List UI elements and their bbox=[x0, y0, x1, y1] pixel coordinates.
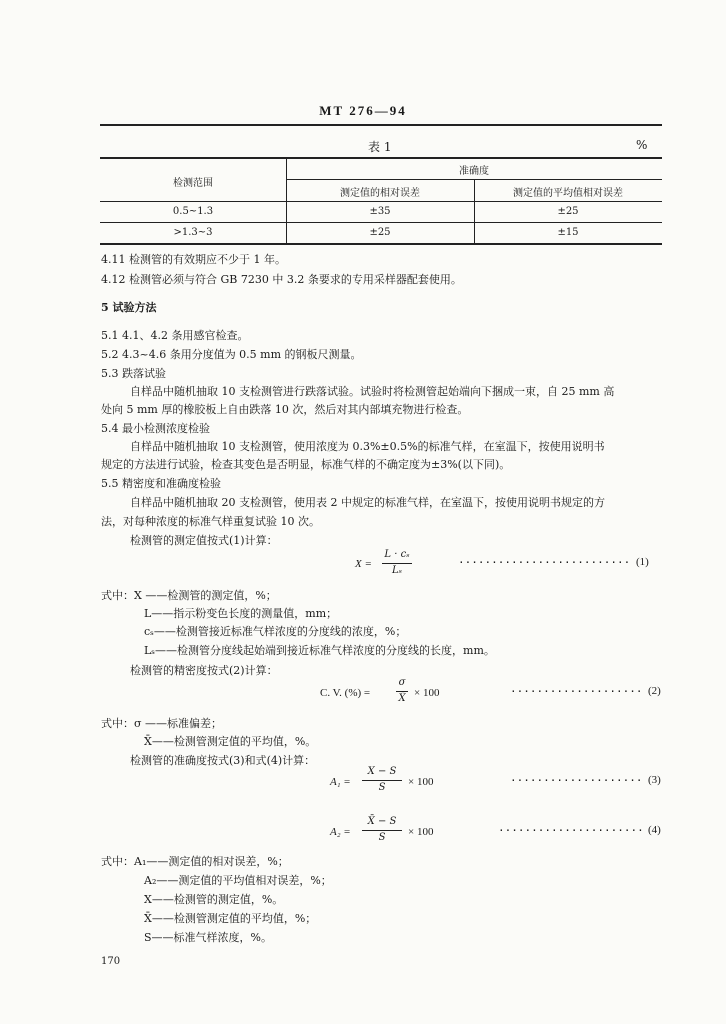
where-3-xbar: X̄——检测管测定值的平均值，%； bbox=[144, 912, 317, 925]
formula-1-numerator: L · cₛ bbox=[384, 549, 410, 560]
clause-5-3-text-2: 处向 5 mm 厚的橡胶板上自由跌落 10 次，然后对其内部填充物进行检查。 bbox=[101, 403, 469, 416]
table-unit: % bbox=[636, 138, 648, 152]
where-3-x: X——检测管的测定值，%。 bbox=[144, 893, 284, 906]
clause-5-4-heading: 5.4 最小检测浓度检验 bbox=[101, 422, 210, 435]
formula-1-fraction-bar bbox=[382, 563, 412, 564]
formula-3-rhs: × 100 bbox=[408, 776, 434, 788]
formula-1-denominator: Lₛ bbox=[391, 565, 402, 576]
formula-2-lhs: C. V. (%) = bbox=[320, 687, 371, 699]
formula-3-denominator: S bbox=[378, 782, 386, 793]
page-number: 170 bbox=[101, 956, 121, 967]
table-row-1-range: 0.5~1.3 bbox=[172, 206, 214, 217]
where-2-xbar: X̄——检测管测定值的平均值，%。 bbox=[144, 735, 317, 748]
clause-5-4-text-2: 规定的方法进行试验，检查其变色是否明显，标准气样的不确定度为±3%(以下同)。 bbox=[101, 458, 511, 471]
clause-5-5-text-1: 自样品中随机抽取 20 支检测管，使用表 2 中规定的标准气样，在室温下，按使用说明书规定的方 bbox=[130, 496, 605, 509]
clause-5-5-text-2: 法，对每种浓度的标准气样重复试验 10 次。 bbox=[101, 515, 320, 528]
table-sub-rel-error: 测定值的相对误差 bbox=[340, 188, 420, 199]
clause-5-1: 5.1 4.1、4.2 条用感官检查。 bbox=[101, 329, 249, 342]
table-top-rule bbox=[100, 157, 662, 159]
where-3-a1: 式中：A₁——测定值的相对误差，%； bbox=[101, 855, 289, 868]
accuracy-intro: 检测管的准确度按式(3)和式(4)计算： bbox=[130, 754, 316, 767]
where-1-ls: Lₛ——检测管分度线起始端到接近标准气样浓度的分度线的长度，mm。 bbox=[144, 644, 495, 657]
clause-4-11: 4.11 检测管的有效期应不少于 1 年。 bbox=[101, 253, 286, 266]
formula-3-numerator: X − S bbox=[367, 766, 397, 777]
table-row-1-rel-error: ±35 bbox=[369, 206, 391, 217]
formula-4-rhs: × 100 bbox=[408, 826, 434, 838]
formula-1-number: (1) bbox=[636, 556, 649, 568]
clause-5-5-text-3: 检测管的测定值按式(1)计算： bbox=[130, 534, 278, 547]
formula-2-denominator: X̄ bbox=[398, 693, 406, 704]
formula-4-number: (4) bbox=[648, 824, 661, 836]
table-sub-mean-error: 测定值的平均值相对误差 bbox=[513, 188, 623, 199]
formula-2-number: (2) bbox=[648, 685, 661, 697]
header-rule bbox=[100, 124, 662, 126]
table-row-2-mean-error: ±15 bbox=[557, 227, 579, 238]
formula-4-leader: ······················ bbox=[498, 824, 644, 837]
formula-3-lhs: A₁ = bbox=[330, 776, 351, 788]
table-header-range: 检测范围 bbox=[173, 178, 213, 189]
table-header-rule bbox=[100, 201, 662, 202]
precision-intro: 检测管的精密度按式(2)计算： bbox=[130, 664, 278, 677]
formula-4-denominator: S bbox=[378, 832, 386, 843]
table-bottom-rule bbox=[100, 243, 662, 245]
formula-3-leader: ···················· bbox=[510, 774, 643, 787]
table-row-1-mean-error: ±25 bbox=[557, 206, 579, 217]
clause-5-3-text-1: 自样品中随机抽取 10 支检测管进行跌落试验。试验时将检测管起始端向下捆成一束，自 25 mm 高 bbox=[130, 385, 615, 398]
clause-5-2: 5.2 4.3~4.6 条用分度值为 0.5 mm 的钢板尺测量。 bbox=[101, 348, 362, 361]
table-caption: 表 1 bbox=[368, 140, 392, 154]
where-1-cs: cₛ——检测管接近标准气样浓度的分度线的浓度，%； bbox=[144, 625, 407, 638]
where-3-a2: A₂——测定值的平均值相对误差，%； bbox=[144, 874, 332, 887]
clause-5-5-heading: 5.5 精密度和准确度检验 bbox=[101, 477, 221, 490]
where-1-x: 式中：X ——检测管的测定值，%； bbox=[101, 589, 277, 602]
standard-number: MT 276—94 bbox=[319, 103, 407, 118]
formula-3-number: (3) bbox=[648, 774, 661, 786]
table-header-accuracy: 准确度 bbox=[459, 166, 489, 177]
table-row-2-rel-error: ±25 bbox=[369, 227, 391, 238]
where-2-sigma: 式中：σ ——标准偏差； bbox=[101, 717, 223, 730]
formula-1-lhs: X = bbox=[355, 558, 372, 570]
formula-2-rhs: × 100 bbox=[414, 687, 440, 699]
formula-2-fraction-bar bbox=[396, 691, 408, 692]
table-row-rule bbox=[100, 222, 662, 223]
clause-5-4-text-1: 自样品中随机抽取 10 支检测管，使用浓度为 0.3%±0.5%的标准气样，在室温下，按使用说明书 bbox=[130, 440, 605, 453]
formula-4-numerator: X̄ − S bbox=[367, 816, 397, 827]
clause-5-3-heading: 5.3 跌落试验 bbox=[101, 367, 166, 380]
formula-1-leader: ·························· bbox=[458, 556, 631, 569]
clause-4-12: 4.12 检测管必须与符合 GB 7230 中 3.2 条要求的专用采样器配套使用。 bbox=[101, 273, 462, 286]
formula-4-lhs: A₂ = bbox=[330, 826, 351, 838]
where-1-l: L——指示粉变色长度的测量值，mm； bbox=[144, 607, 338, 620]
formula-2-leader: ···················· bbox=[510, 685, 643, 698]
table-row-2-range: >1.3~3 bbox=[173, 227, 213, 238]
where-3-s: S——标准气样浓度，%。 bbox=[144, 931, 272, 944]
formula-4-fraction-bar bbox=[362, 830, 402, 831]
formula-3-fraction-bar bbox=[362, 780, 402, 781]
formula-2-numerator: σ bbox=[398, 677, 406, 688]
section-5-heading: 5 试验方法 bbox=[101, 301, 157, 314]
